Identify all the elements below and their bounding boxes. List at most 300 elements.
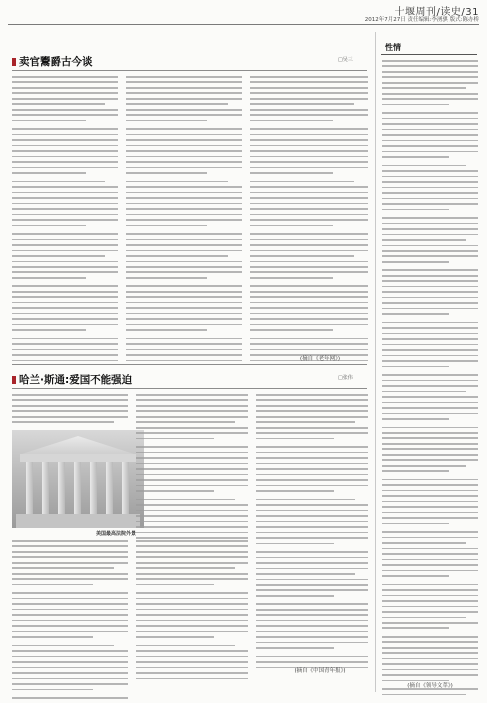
text-line — [12, 197, 118, 199]
text-line — [136, 515, 248, 517]
text-line — [12, 556, 128, 558]
text-line — [126, 233, 242, 235]
text-line — [256, 499, 355, 501]
text-line — [136, 562, 248, 564]
text-line — [382, 60, 478, 62]
text-line — [382, 93, 478, 95]
text-line — [126, 128, 242, 130]
text-line — [12, 650, 128, 652]
text-line — [12, 338, 118, 340]
text-line — [382, 134, 478, 136]
text-line — [250, 233, 368, 235]
article2-col3 — [256, 394, 368, 672]
text-line — [126, 219, 242, 221]
text-line — [382, 118, 478, 120]
article1-col2 — [126, 76, 242, 365]
text-line — [382, 627, 449, 629]
text-line — [12, 145, 118, 147]
text-line — [136, 474, 248, 476]
text-line — [12, 172, 86, 174]
text-line — [136, 446, 248, 448]
text-line — [382, 338, 478, 340]
text-line — [382, 391, 466, 393]
text-line — [382, 261, 449, 263]
text-line — [136, 504, 248, 506]
text-line — [382, 490, 478, 492]
text-line — [382, 156, 449, 158]
text-line — [382, 418, 449, 420]
text-line — [12, 277, 86, 279]
text-line — [126, 120, 207, 122]
text-line — [382, 600, 478, 602]
text-line — [136, 526, 248, 528]
page-header — [0, 0, 487, 26]
text-line — [12, 405, 128, 407]
page-meta: 2012年7月27日 责任编辑:李湧骐 版式:陈办桥 — [364, 17, 479, 23]
text-line — [126, 225, 207, 227]
text-line — [382, 374, 478, 376]
text-line — [12, 661, 128, 663]
text-line — [12, 656, 128, 658]
text-line — [136, 537, 248, 539]
text-line — [382, 239, 466, 241]
text-line — [382, 255, 478, 257]
text-line — [12, 399, 128, 401]
text-line — [126, 203, 242, 205]
text-line — [382, 223, 478, 225]
text-line — [256, 642, 368, 644]
article1-rule — [12, 70, 367, 71]
text-line — [382, 443, 478, 445]
text-line — [250, 109, 368, 111]
text-line — [12, 683, 128, 685]
text-line — [382, 448, 478, 450]
page-title: 十堰周刊/读史/31 — [394, 7, 479, 18]
text-line — [256, 543, 334, 545]
text-line — [126, 92, 242, 94]
article1-byline: □吴三 — [338, 57, 353, 63]
text-line — [12, 343, 118, 345]
text-line — [250, 192, 368, 194]
text-line — [256, 609, 368, 611]
text-line — [12, 672, 128, 674]
text-line — [250, 128, 368, 130]
text-line — [250, 76, 368, 78]
text-line — [382, 553, 478, 555]
text-line — [382, 570, 478, 572]
text-line — [382, 112, 478, 114]
text-line — [12, 598, 128, 600]
text-line — [250, 302, 368, 304]
text-line — [12, 318, 118, 320]
text-line — [12, 208, 118, 210]
text-line — [256, 490, 334, 492]
text-line — [12, 167, 118, 169]
text-line — [126, 244, 242, 246]
text-line — [126, 192, 242, 194]
text-line — [256, 416, 368, 418]
article2-col2a — [136, 394, 248, 543]
text-line — [256, 427, 368, 429]
text-line — [256, 568, 368, 570]
text-line — [250, 338, 368, 340]
text-line — [250, 219, 368, 221]
text-line — [12, 76, 118, 78]
text-line — [382, 333, 478, 335]
text-line — [382, 217, 478, 219]
text-line — [136, 490, 214, 492]
text-line — [382, 129, 478, 131]
text-line — [126, 181, 228, 183]
text-line — [126, 81, 242, 83]
text-line — [136, 678, 248, 680]
article1-col1 — [12, 76, 118, 365]
text-line — [136, 661, 248, 663]
text-line — [126, 266, 242, 268]
text-line — [136, 631, 248, 633]
text-line — [250, 181, 354, 183]
text-line — [250, 134, 368, 136]
text-line — [256, 589, 368, 591]
text-line — [136, 573, 248, 575]
text-line — [382, 286, 478, 288]
text-line — [382, 611, 478, 613]
text-line — [12, 416, 128, 418]
text-line — [382, 512, 478, 514]
text-line — [136, 421, 235, 423]
text-line — [256, 661, 368, 663]
text-line — [382, 181, 478, 183]
text-line — [126, 271, 242, 273]
text-line — [250, 318, 368, 320]
text-line — [126, 214, 242, 216]
text-line — [382, 76, 478, 78]
text-line — [250, 343, 368, 345]
text-line — [250, 250, 368, 252]
text-line — [12, 645, 114, 647]
text-line — [256, 394, 368, 396]
text-line — [256, 631, 368, 633]
court-building-photo — [12, 430, 144, 528]
text-line — [126, 139, 242, 141]
article2-rule — [12, 388, 367, 389]
text-line — [12, 360, 118, 362]
text-line — [382, 250, 478, 252]
text-line — [256, 537, 368, 539]
text-line — [12, 250, 118, 252]
text-line — [126, 338, 242, 340]
text-line — [382, 198, 478, 200]
header-rule — [8, 24, 479, 25]
text-line — [136, 545, 248, 547]
text-line — [382, 192, 478, 194]
text-line — [382, 501, 478, 503]
text-line — [12, 394, 128, 396]
text-line — [136, 510, 248, 512]
text-line — [12, 551, 128, 553]
text-line — [12, 562, 128, 564]
text-line — [382, 123, 478, 125]
text-line — [136, 427, 248, 429]
text-line — [12, 156, 118, 158]
text-line — [382, 349, 478, 351]
text-line — [250, 114, 368, 116]
text-line — [382, 617, 466, 619]
text-line — [256, 603, 368, 605]
text-line — [250, 307, 368, 309]
text-line — [126, 239, 242, 241]
text-line — [382, 380, 478, 382]
text-line — [382, 302, 478, 304]
text-line — [250, 208, 368, 210]
text-line — [256, 620, 368, 622]
text-line — [12, 203, 118, 205]
text-line — [126, 197, 242, 199]
text-line — [126, 329, 207, 331]
text-line — [12, 233, 118, 235]
text-line — [382, 413, 478, 415]
text-line — [382, 432, 478, 434]
text-line — [256, 526, 368, 528]
text-line — [12, 678, 128, 680]
text-line — [382, 523, 449, 525]
text-line — [126, 76, 242, 78]
text-line — [12, 214, 118, 216]
text-line — [136, 468, 248, 470]
text-line — [12, 225, 86, 227]
text-line — [126, 103, 228, 105]
text-line — [256, 504, 368, 506]
text-line — [136, 432, 248, 434]
text-line — [250, 145, 368, 147]
text-line — [136, 645, 235, 647]
text-line — [250, 103, 354, 105]
sidebar-title: 性情 — [385, 43, 401, 52]
sidebar-col — [382, 60, 478, 699]
text-line — [12, 592, 128, 594]
text-line — [126, 318, 242, 320]
text-line — [256, 485, 368, 487]
text-line — [136, 614, 248, 616]
text-line — [382, 437, 478, 439]
text-line — [12, 296, 118, 298]
text-line — [126, 114, 242, 116]
text-line — [126, 156, 242, 158]
text-line — [12, 329, 86, 331]
text-line — [12, 92, 118, 94]
text-line — [250, 239, 368, 241]
text-line — [12, 134, 118, 136]
text-line — [382, 636, 478, 638]
sidebar-rule — [381, 54, 477, 55]
text-line — [256, 557, 368, 559]
text-line — [382, 479, 478, 481]
text-line — [12, 302, 118, 304]
text-line — [12, 244, 118, 246]
text-line — [12, 291, 118, 293]
text-line — [256, 573, 355, 575]
text-line — [382, 140, 478, 142]
text-line — [250, 81, 368, 83]
text-line — [256, 432, 368, 434]
text-line — [256, 625, 368, 627]
text-line — [12, 421, 114, 423]
text-line — [382, 674, 478, 676]
text-line — [382, 275, 478, 277]
text-line — [250, 266, 368, 268]
text-line — [382, 322, 478, 324]
text-line — [12, 103, 105, 105]
text-line — [126, 134, 242, 136]
text-line — [382, 165, 466, 167]
text-line — [382, 104, 449, 106]
text-line — [250, 203, 368, 205]
text-line — [256, 584, 368, 586]
text-line — [256, 510, 368, 512]
text-line — [256, 595, 334, 597]
text-line — [382, 145, 478, 147]
text-line — [382, 484, 478, 486]
text-line — [12, 255, 105, 257]
text-line — [12, 261, 118, 263]
text-line — [12, 192, 118, 194]
text-line — [382, 622, 478, 624]
text-line — [382, 396, 478, 398]
text-line — [256, 421, 355, 423]
text-line — [382, 564, 478, 566]
text-line — [382, 575, 449, 577]
text-line — [250, 161, 368, 163]
text-line — [382, 658, 478, 660]
text-line — [256, 521, 368, 523]
text-line — [382, 344, 478, 346]
text-line — [382, 209, 449, 211]
text-line — [136, 457, 248, 459]
text-line — [250, 87, 368, 89]
text-line — [382, 641, 478, 643]
text-line — [382, 663, 478, 665]
text-line — [256, 479, 368, 481]
text-line — [126, 186, 242, 188]
text-line — [136, 603, 248, 605]
text-line — [382, 584, 478, 586]
text-line — [382, 170, 478, 172]
text-line — [12, 81, 118, 83]
text-line — [382, 308, 478, 310]
text-line — [250, 92, 368, 94]
text-line — [382, 65, 478, 67]
text-line — [250, 156, 368, 158]
text-line — [382, 366, 449, 368]
text-line — [12, 689, 93, 691]
text-line — [126, 354, 242, 356]
text-line — [256, 515, 368, 517]
text-line — [382, 548, 478, 550]
text-line — [256, 463, 368, 465]
text-line — [256, 562, 368, 564]
text-line — [126, 150, 242, 152]
text-line — [256, 452, 368, 454]
text-line — [126, 277, 207, 279]
text-line — [126, 302, 242, 304]
text-line — [12, 271, 118, 273]
text-line — [12, 540, 128, 542]
text-line — [382, 203, 478, 205]
text-line — [126, 285, 242, 287]
text-line — [12, 313, 118, 315]
text-line — [256, 636, 368, 638]
text-line — [136, 656, 248, 658]
article2-col1b — [12, 540, 128, 703]
text-line — [256, 438, 334, 440]
text-line — [12, 120, 86, 122]
text-line — [136, 452, 248, 454]
text-line — [382, 82, 478, 84]
text-line — [136, 636, 214, 638]
text-line — [382, 291, 478, 293]
text-line — [256, 468, 368, 470]
text-line — [136, 479, 248, 481]
text-line — [126, 109, 242, 111]
text-line — [12, 567, 114, 569]
text-line — [382, 313, 449, 315]
text-line — [382, 589, 478, 591]
text-line — [256, 656, 368, 658]
text-line — [382, 559, 478, 561]
text-line — [126, 161, 242, 163]
text-line — [256, 446, 368, 448]
text-line — [250, 98, 368, 100]
text-line — [250, 349, 368, 351]
text-line — [136, 672, 248, 674]
text-line — [250, 139, 368, 141]
text-line — [382, 297, 478, 299]
text-line — [136, 584, 214, 586]
text-line — [12, 150, 118, 152]
text-line — [136, 438, 214, 440]
text-line — [12, 545, 128, 547]
text-line — [12, 614, 128, 616]
text-line — [126, 167, 242, 169]
text-line — [136, 556, 248, 558]
text-line — [382, 506, 478, 508]
text-line — [250, 291, 368, 293]
text-line — [126, 324, 242, 326]
text-line — [250, 150, 368, 152]
text-line — [382, 517, 478, 519]
text-line — [126, 296, 242, 298]
text-line — [136, 416, 248, 418]
text-line — [12, 239, 118, 241]
text-line — [12, 349, 118, 351]
section-divider — [12, 364, 367, 365]
text-line — [256, 532, 368, 534]
text-line — [12, 354, 118, 356]
text-line — [250, 244, 368, 246]
text-line — [12, 636, 93, 638]
text-line — [256, 551, 368, 553]
text-line — [382, 470, 449, 472]
text-line — [250, 225, 333, 227]
text-line — [256, 474, 368, 476]
text-line — [382, 495, 478, 497]
text-line — [136, 485, 248, 487]
text-line — [12, 285, 118, 287]
text-line — [12, 181, 105, 183]
text-line — [382, 606, 478, 608]
text-line — [382, 465, 466, 467]
text-line — [12, 625, 128, 627]
